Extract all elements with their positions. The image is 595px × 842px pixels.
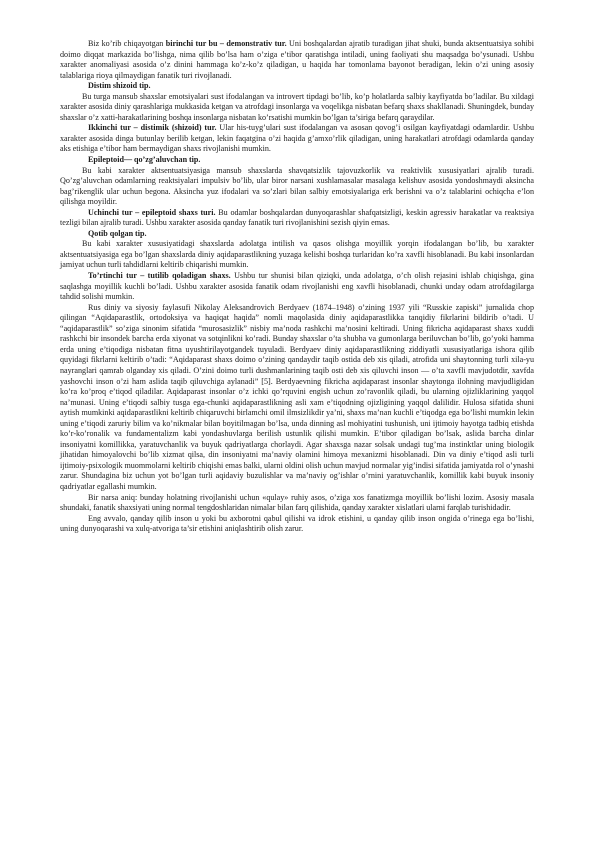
paragraph: To’rtinchi tur – tutilib qoladigan shaxs. Ushbu tur shunisi bilan qiziqki, unda adolatga, o’ch olish rejasini ishlab chiqishga, gina saqlashga moyillik kuchli bo’ladi. Ushbu xarakter asosida fanatik odam rivojlanishi eng xavfli hisoblanadi, chunki unday odam atrofdagilarga tahdid solishi mumkin. bbox=[60, 271, 534, 302]
term-dysthymic: Ikkinchi tur – distimik (shizoid) tur. bbox=[88, 123, 217, 133]
paragraph: Eng avvalo, qanday qilib inson u yoki bu axborotni qabul qilishi va idrok etishini, u qanday qilib inson ongida o’rinega ega bo’lishi, uning dunyoqarashi va xulq-atvoriga ta’sir etishini aniqlashtirib olish zarur. bbox=[60, 513, 534, 534]
paragraph: Bu kabi xarakter aktsentuatsiyasiga mansub shaxslarda shavqatsizlik tajovuzkorlik va reaktivlik xususiyatlari ajralib turadi. Qo’zg’aluvchan odamlarning reaktsiyalari impulsiv bo’lib, ular biror narsani xushlamasalar masalaga kelishuv asosida yondoshmaydi aksincha bag’rikenglik ular uchun begona. Aksincha yuz ifodalari va so’zlari bilan salbiy emotsiyalariga erk berishni va o’z talablarini ochiqcha e’lon qilishga moyildir. bbox=[60, 165, 534, 207]
term-demonstrative: birinchi tur bu – demonstrativ tur. bbox=[165, 39, 287, 48]
paragraph: Bu turga mansub shaxslar emotsiyalari sust ifodalangan va introvert tipdagi bo’lib, ko’p holatlarda salbiy kayfiyatda bo’ladilar. Bu xildagi xarakter asosida diniy qarashlariga mukkasida ketgan va atrofdagi insonlarga va voqelikga nisbatan befarq shaxs shakllanadi. Shuningdek, bunday shaxslar o’z xatti-harakatlarining boshqa insonlarga nisbatan ko’rsatishi mumkin bo’lgan ta’siriga befarq qaraydilar. bbox=[60, 91, 534, 122]
section-heading: Qotib qolgan tip. bbox=[88, 228, 147, 238]
paragraph: Biz ko’rib chiqayotgan birinchi tur bu – demonstrativ tur. Uni boshqalardan ajratib turadigan jihat shuki, bunda aktsentuatsiya sohibi doimo diqqat markazida bo’lishga, nima qilib bo’lsa ham o’ziga e’tibor qaratishga intiladi, uning faoliyati shu maqsadga bo’ysunadi. Ushbu xarakter anomaliyasi asosida o’z dinini hammaga ko’z-ko’z qiladigan, u haqida har tomonlama bayonot beradigan, lekin o’zi uning asosiy talablariga rioya qilmaydigan fanatik turi rivojlanadi. bbox=[60, 39, 534, 80]
paragraph: Ikkinchi tur – distimik (shizoid) tur. Ular his-tuyg’ulari sust ifodalangan va asosan qovog’i osilgan kayfiyatdagi odamlardir. Ushbu xarakter asosida dinga butunlay berilib ketgan, lekin faqatgina o’zi haqida g’amxo’rlik qiladigan, uning harakatlari atrofdagi odamlarda qanday aks etishiga e’tibor ham bermaydigan shaxs rivojlanishi mumkin. bbox=[60, 123, 534, 154]
paragraph: Bir narsa aniq: bunday holatning rivojlanishi uchun «qulay» ruhiy asos, o’ziga xos fanatizmga moyillik bo’lishi lozim. Asosiy masala shundaki, fanatik shaxsiyati uning normal tengdoshlaridan nimalar bilan farq qilishida, qanday xarakter xislatlari ularni farqlab turishidadir. bbox=[60, 492, 534, 513]
term-epileptoid: Uchinchi tur – epileptoid shaxs turi. bbox=[88, 207, 216, 217]
paragraph: Uchinchi tur – epileptoid shaxs turi. Bu odamlar boshqalardan dunyoqarashlar shafqatsizligi, keskin agressiv harakatlar va reaktsiya tezligi bilan ajralib turadi. Ushbu xarakter asosida qanday fanatik turi rivojlanishini sezish qiyin emas. bbox=[60, 207, 534, 228]
section-heading: Epileptoid— qo’zg’aluvchan tip. bbox=[88, 155, 201, 165]
paragraph: Rus diniy va siyosiy faylasufi Nikolay Aleksandrovich Berdyaev (1874–1948) o’zining 1937 yili “Russkie zapiski” jurnalida chop qilingan “Aqidaparastlik, ortodoksiya va haqiqat haqida” nomli maqolasida diniy aqidaparastlikka tanqidiy fikrlarini bildirib o’tadi. U “aqidaparastlik” so’ziga sinonim sifatida “murosasizlik” nisbiy ma’noda rashkchi ma’nosini keltiradi. Uning fikricha aqidaparast shaxs xuddi rashkchi bir insondek barcha erda xiyonat va sotqinlikni ko’radi. Bunday shaxslar o’ta shubha va gumonlarga beriluvchan bo’lib, go’yoki hamma erda uning e’tiqodiga nisbatan fitna uyushtirilayotgandek tuyuladi. Berdyaev diniy aqidaparastlikning ziddiyatli xususiyatlariga ishora qilib quyidagi fikrlarni keltirib o’tadi: “Aqidaparast shaxs doimo o’zining qandaydir taqib ostida deb xis qiladi, atrofida uni shaytonning turli xila-yu nayranglari qamrab olganday xis qiladi. O’zini doimo turli dushmanlarining taqib osti deb xis qiluvchi inson — o’ta xavfli mavjudotdir, xavfda yashovchi inson o’zi ham aslida taqib qiluvchiga aylanadi” [5]. Berdyaevning fikricha aqidaparast insonlar shaytonga ilohning mavjudligidan ko’ra ko’proq e’tiqod qiladilar. Aqidaparast insonlar o’z ichki qo’rquvini engish uchun zo’ravonlik qiladi, bu ularning ojizliklarining yaqqol na’munasi. Uning e’tiqodi salbiy tusga ega-chunki aqidaparastlikning asli xam e’tiqodning ojizligining yaqqol dalilidir. Hulosa sifatida shuni aytish mumkinki aqidaparastlikni keltirib chiqaruvchi birlamchi omil ilmsizlikdir ya’ni, shaxs ma’nan kuchli e’tiqodga ega bo’lishi mumkin lekin uning e’tiqodi zaruriy bilim va ko’nikmalar bilan boyitilmagan bo’lsa, unda dinning asl mohiyatini tushunish, uni ijtimoiy hayotga tadbiq etishda ko’r-ko’ronalik va fundamentalizm kabi yondashuvlarga berilish ustunlik qilishi mumkin. E’tibor qiladigan bo’lsak, aslida barcha dinlar insoniyatni komillikka, yaratuvchanlik va buyuk qadriyatlarga chorlaydi. Agar shaxsga nazar solsak undagi tug’ma instinktlar uning biologik jihatidan himoyalovchi bo’lib xizmat qilsa, din insoniyatni ma’naviy olamini himoya mexanizmi hisoblanadi. Din va diniy e’tiqod asli turli ijtimoiy-psixologik muommolarni keltirib chiqishi emas balki, ularni oldini olish uchun mavjud normalar yig’indisi sifatida jamiyatda rol o’ynashi zarur. Shundagina biz uchun yot bo’lgan turli aqidaviy buzulishlar va ma’naviy og’ishlar o’rnini yaratuvchanlik, komillik kabi buyuk insoniy qadriyatlar egallashi mumkin. bbox=[60, 302, 534, 491]
paragraph: Bu kabi xarakter xususiyatidagi shaxslarda adolatga intilish va qasos olishga moyillik yorqin ifodalangan bo’lib, bu xarakter aktsentuatsiyasiga ega bo’lgan shaxslarda diniy aqidaparastlikning yuzaga kelishi boshqa turlaridan ko’ra xavfli hisoblanadi. Bu kabi insonlardan jamiyat uchun turli tahdidlarni keltirib chiqarishi mumkin. bbox=[60, 239, 534, 270]
term-stuck: To’rtinchi tur – tutilib qoladigan shaxs. bbox=[88, 271, 231, 281]
document-page bbox=[60, 39, 534, 535]
section-heading: Distim shizoid tip. bbox=[88, 81, 151, 91]
